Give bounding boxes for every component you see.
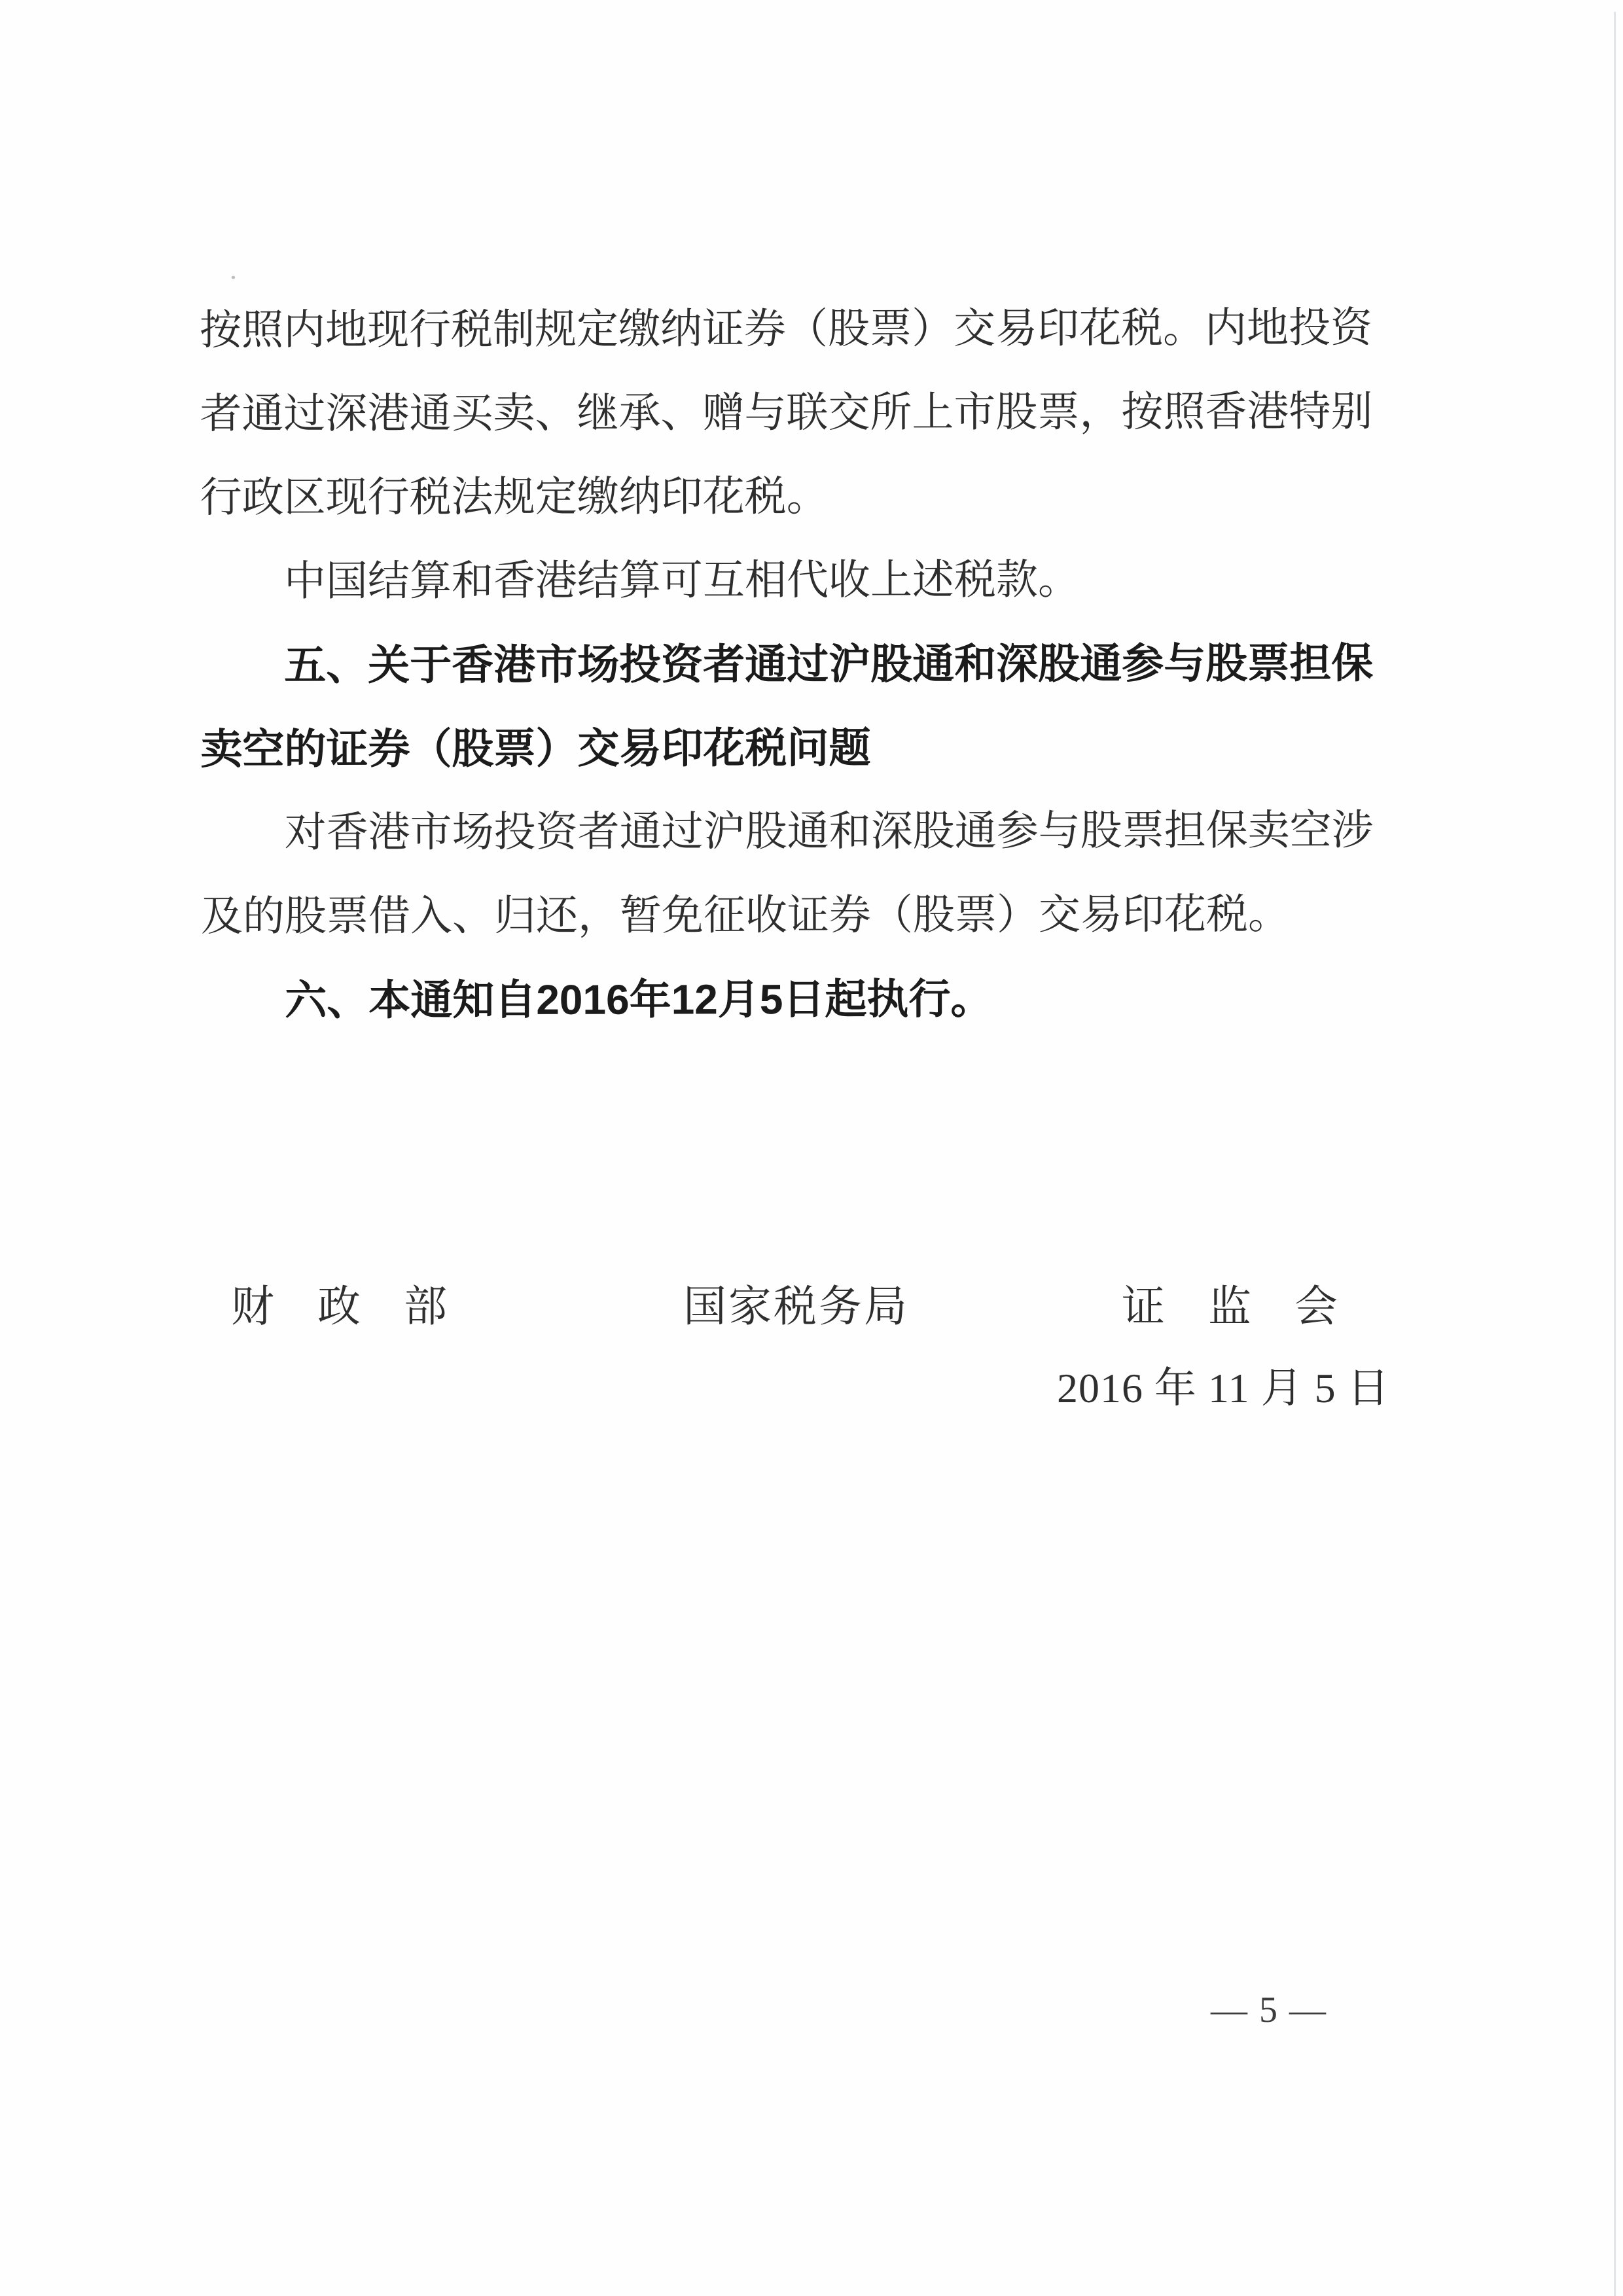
section-six-effective-date: 六、本通知自2016年12月5日起执行。: [285, 975, 993, 1024]
paragraph-stamp-tax-line-3: 行政区现行税法规定缴纳印花税。: [200, 472, 829, 521]
section-five-heading-line-1: 五、关于香港市场投资者通过沪股通和深股通参与股票担保: [284, 639, 1374, 689]
signature-ministry-of-finance: 财 政 部: [231, 1283, 447, 1331]
issue-date: 2016 年 11 月 5 日: [1057, 1365, 1390, 1411]
signature-state-taxation-bureau: 国家税务局: [683, 1283, 909, 1331]
paragraph-clearing-houses: 中国结算和香港结算可互相代收上述税款。: [283, 556, 1080, 605]
section-five-body-line-2: 及的股票借入、归还，暂免征收证券（股票）交易印花税。: [200, 891, 1291, 940]
signature-securities-commission: 证 监 会: [1122, 1283, 1338, 1331]
scan-speck-artifact: [232, 276, 235, 279]
paragraph-stamp-tax-line-2: 者通过深港通买卖、继承、赠与联交所上市股票，按照香港特别: [200, 388, 1373, 437]
scan-edge-line: [1614, 12, 1616, 2296]
page-number: — 5 —: [1211, 1990, 1327, 2030]
document-body: [200, 286, 1379, 1042]
section-five-heading-line-2: 卖空的证券（股票）交易印花税问题: [200, 724, 871, 773]
section-five-body-line-1: 对香港市场投资者通过沪股通和深股通参与股票担保卖空涉: [284, 807, 1374, 856]
paragraph-stamp-tax-line-1: 按照内地现行税制规定缴纳证券（股票）交易印花税。内地投资: [200, 304, 1373, 353]
